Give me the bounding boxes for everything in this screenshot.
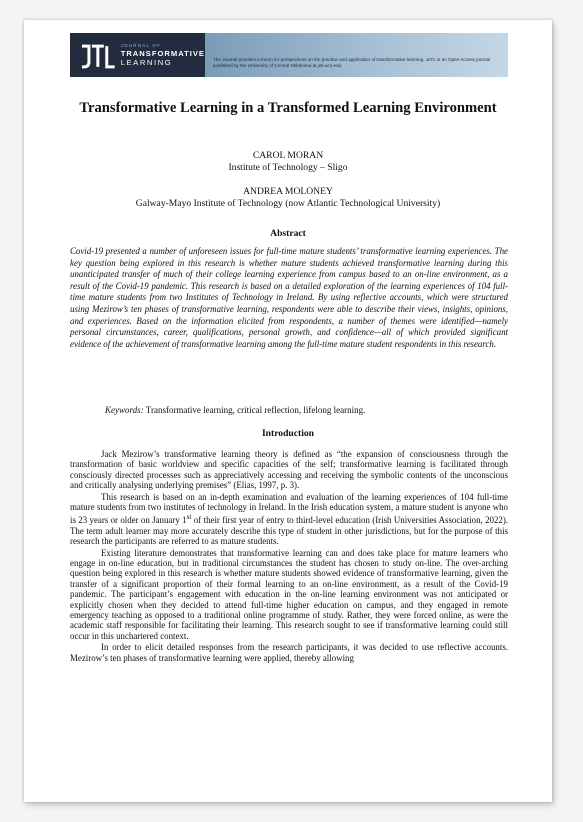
document-page <box>24 20 552 802</box>
paragraph-1: Jack Mezirow’s transformative learning theory is defined as “the expansion of consciousness through the transformation of basic worldview and specific capacities of the self; transformative learning is facilitated through consciously directed processes such as appreciatively accessing and receiving the symbolic contents of the unconscious and critically analysing underlying premises” (Elias, 1997, p. 3). <box>70 449 508 491</box>
abstract-heading: Abstract <box>270 228 306 239</box>
author-block-1 <box>74 150 502 173</box>
journal-logo-block <box>70 33 205 77</box>
journal-name-line1: TRANSFORMATIVE <box>120 49 205 59</box>
paragraph-2 <box>70 492 508 547</box>
banner-description-block <box>205 33 508 77</box>
article-title: Transformative Learning in a Transformed Learning Environment <box>79 100 497 116</box>
paragraph-2-part-a: This research is based on an in-depth examination and evaluation of the learning experiences of 104 full-time mature students from two institutes of technology in Ireland. In the Irish education system, a mature student is anyone who is 23 years or older on January 1 <box>70 491 508 526</box>
author-affiliation: Institute of Technology – Sligo <box>228 161 348 173</box>
banner-description: The Journal provides a forum for perspectives on the practice and application of transformative learning. JoTL is an Open Access journal published by the University of Central Oklahoma at jotl.uco.edu. <box>213 57 491 68</box>
jtl-logo-icon <box>80 40 116 70</box>
keywords-line <box>105 405 505 416</box>
author-affiliation: Galway-Mayo Institute of Technology (now Atlantic Technological University) <box>135 197 441 209</box>
author-name: ANDREA MOLONEY <box>243 186 333 197</box>
ordinal-superscript: st <box>186 512 192 522</box>
journal-name-line2: LEARNING <box>120 57 173 67</box>
journal-banner <box>70 33 508 77</box>
keywords-label: Keywords: <box>105 405 144 415</box>
paragraph-4: In order to elicit detailed responses from the research participants, it was decided to use reflective accounts. Mezirow’s ten phases of transformative learning were applied, thereby allowing <box>70 642 508 663</box>
paragraph-3: Existing literature demonstrates that transformative learning can and does take place for mature learners who engage in on-line education, but in traditional circumstances the student has chosen to study on-line. The over-arching question being explored in this research is whether mature students showed evidence of transformative learning, given the transfer of a significant proportion of their formal learning to an on-line environment, as a result of the Covid-19 pandemic. The participant’s engagement with education in the on-line learning environment was not anticipated or explicitly chosen when they decided to attend full-time higher education on campus, and they engaged in remote emergency teaching as opposed to a traditional online programme of study. Rather, they were forced online, as were the academic staff responsible for facilitating their learning. This research sought to see if transformative learning could still occur in this unchartered context. <box>70 547 508 641</box>
article-body <box>70 449 508 664</box>
author-name: CAROL MORAN <box>252 150 324 161</box>
keywords-text: Transformative learning, critical reflection, lifelong learning. <box>145 405 366 415</box>
journal-name-prefix: JOURNAL OF <box>120 42 162 48</box>
abstract-text: Covid-19 presented a number of unforeseen issues for full-time mature students’ transformative learning experiences. The key question being explored in this research is whether mature students achieved transformative learning during this unanticipated transfer of much of their college learning experience from campus based to an on-line environment, as a result of the Covid-19 pandemic. This research is based on a detailed exploration of the learning experiences of 104 full-time mature students from two Institutes of Technology in Ireland. By using reflective accounts, which were structured using Mezirow’s ten phases of transformative learning, respondents were able to describe their views, insights, opinions, and experiences. Based on the information elicited from respondents, a number of themes were identified—namely personal circumstances, career, qualifications, personal growth, and confidence—all of which provided significant evidence of the achievement of transformative learning among the full-time mature student respondents in this research. <box>70 246 508 349</box>
paragraph-2-part-b: of their first year of entry to third-level education (Irish Universities Association, 2022). The term adult learner may more accurately describe this type of student in other jurisdictions, but for the purpose of this research the participants are referred to as mature students. <box>70 515 508 547</box>
author-block-2 <box>74 186 502 209</box>
introduction-heading: Introduction <box>261 428 315 439</box>
journal-name <box>121 44 205 67</box>
